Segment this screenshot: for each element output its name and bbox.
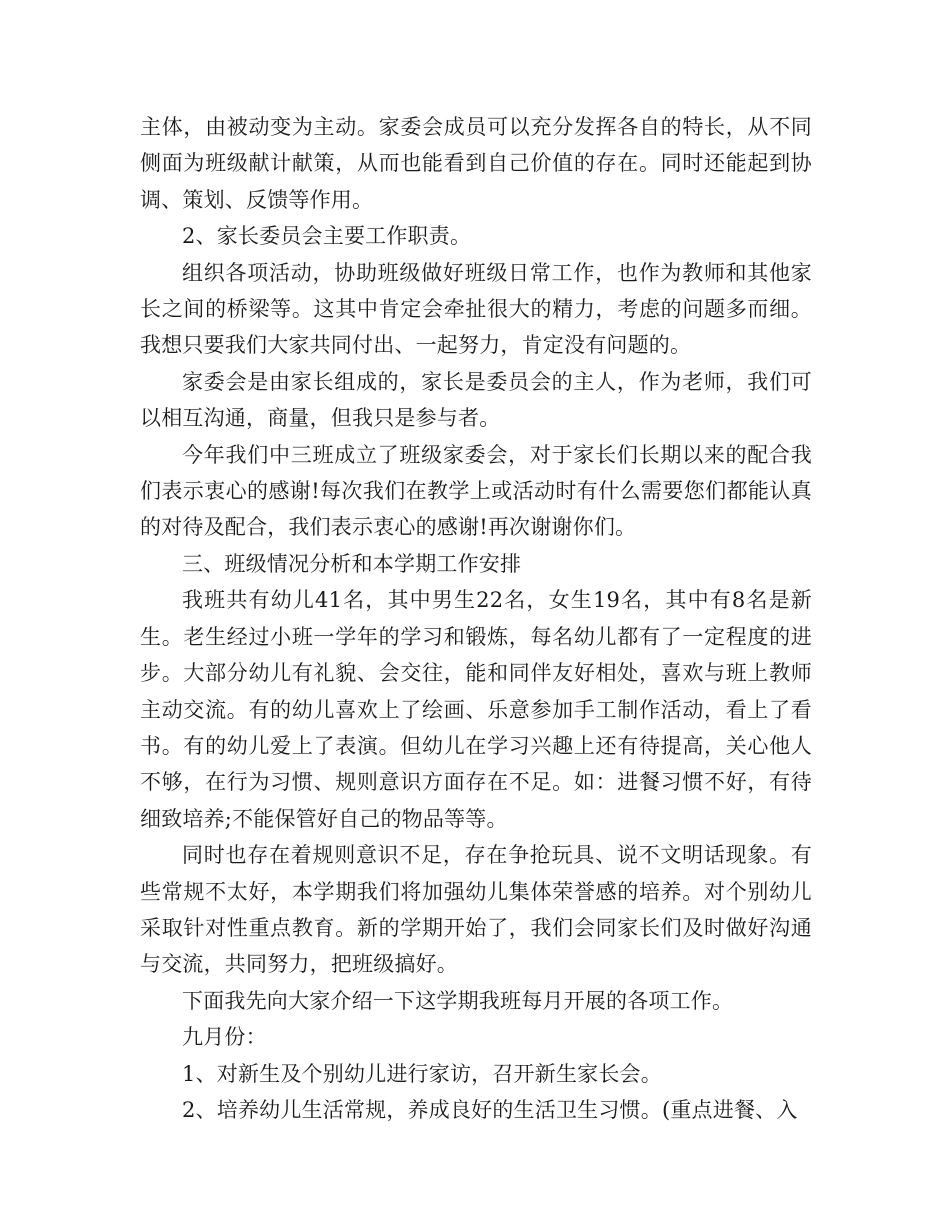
document-body	[140, 109, 812, 1128]
paragraph-continuation: 主体，由被动变为主动。家委会成员可以充分发挥各自的特长，从不同侧面为班级献计献策，从而也能看到自己价值的存在。同时还能起到协调、策划、反馈等作用。	[140, 115, 812, 212]
paragraph-monthly-intro: 下面我先向大家介绍一下这学期我班每月开展的各项工作。	[182, 988, 734, 1013]
paragraph-section-heading: 三、班级情况分析和本学期工作安排	[182, 551, 522, 576]
paragraph-september-item-1: 1、对新生及个别幼儿进行家访，召开新生家长会。	[182, 1061, 662, 1086]
paragraph-class-analysis: 我班共有幼儿41名，其中男生22名，女生19名，其中有8名是新生。老生经过小班一学年的学习和锻炼，每名幼儿都有了一定程度的进步。大部分幼儿有礼貌、会交往，能和同伴友好相处，喜欢与班上教师主动交流。有的幼儿喜欢上了绘画、乐意参加手工制作活动，看上了看书。有的幼儿爱上了表演。但幼儿在学习兴趣上还有待提高，关心他人不够，在行为习惯、规则意识方面存在不足。如：进餐习惯不好，有待细致培养;不能保管好自己的物品等等。	[140, 588, 812, 831]
paragraph-september-item-2: 2、培养幼儿生活常规，养成良好的生活卫生习惯。(重点进餐、入	[182, 1097, 798, 1122]
paragraph-september-heading: 九月份：	[182, 1025, 267, 1050]
paragraph-issues: 同时也存在着规则意识不足，存在争抢玩具、说不文明话现象。有些常规不太好，本学期我们将加强幼儿集体荣誉感的培养。对个别幼儿采取针对性重点教育。新的学期开始了，我们会同家长们及时做好沟通与交流，共同努力，把班级搞好。	[140, 843, 812, 977]
paragraph-thanks: 今年我们中三班成立了班级家委会，对于家长们长期以来的配合我们表示衷心的感谢!每次我们在教学上或活动时有什么需要您们都能认真的对待及配合，我们表示衷心的感谢!再次谢谢你们。	[140, 442, 812, 540]
paragraph-committee-role: 家委会是由家长组成的，家长是委员会的主人，作为老师，我们可以相互沟通，商量，但我只是参与者。	[140, 369, 812, 431]
paragraph-activities: 组织各项活动，协助班级做好班级日常工作，也作为教师和其他家长之间的桥梁等。这其中肯定会牵扯很大的精力，考虑的问题多而细。我想只要我们大家共同付出、一起努力，肯定没有问题的。	[140, 260, 812, 358]
paragraph-heading-committee-duties: 2、家长委员会主要工作职责。	[182, 224, 472, 249]
